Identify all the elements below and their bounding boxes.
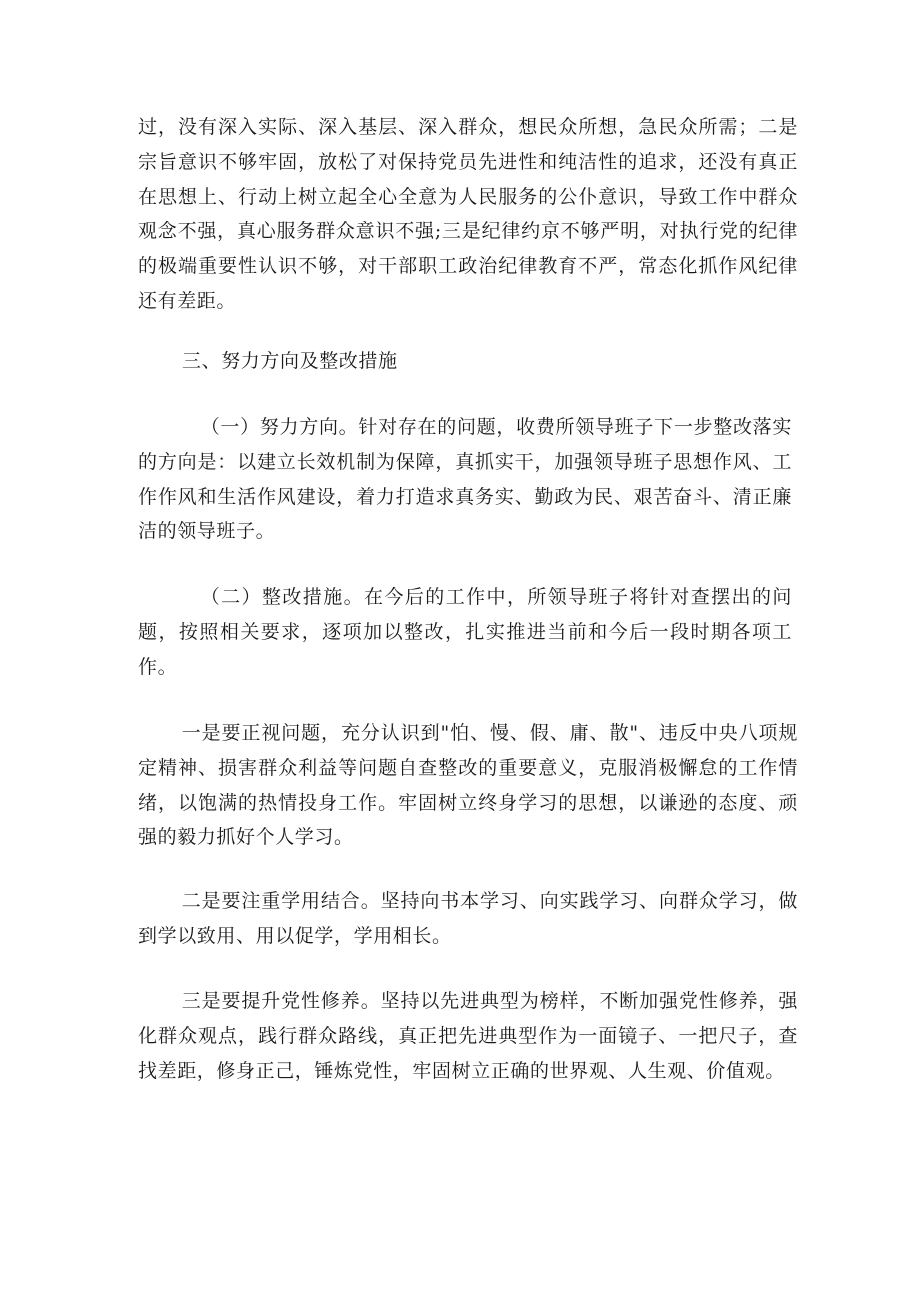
section-heading: 三、努力方向及整改措施 (182, 350, 398, 372)
paragraph-point-three: 三是要提升党性修养。坚持以先进典型为榜样，不断加强党性修养，强化群众观点，践行群众路线，真正把先进典型作为一面镜子、一把尺子，查找差距，修身正己，锤炼党性，牢固树立正确的世界观、人生观、价值观。 (138, 990, 798, 1082)
paragraph-point-one: 一是要正视问题，充分认识到"怕、慢、假、庸、散"、违反中央八项规定精神、损害群众利益等问题自查整改的重要意义，克服消极懈怠的工作情绪，以饱满的热情投身工作。牢固树立终身学习的思想，以谦逊的态度、顽强的毅力抓好个人学习。 (138, 722, 798, 849)
paragraph-continuation: 过，没有深入实际、深入基层、深入群众，想民众所想，急民众所需；二是宗旨意识不够牢固，放松了对保持党员先进性和纯洁性的追求，还没有真正在思想上、行动上树立起全心全意为人民服务的公仆意识，导致工作中群众观念不强，真心服务群众意识不强;三是纪律约京不够严明，对执行党的纪律的极端重要性认识不够，对干部职工政治纪律教育不严，常态化抓作风纪律还有差距。 (138, 116, 798, 312)
paragraph-direction: （一）努力方向。针对存在的问题，收费所领导班子下一步整改落实的方向是：以建立长效机制为保障，真抓实干，加强领导班子思想作风、工作作风和生活作风建设，着力打造求真务实、勤政为民、艰苦奋斗、清正廉洁的领导班子。 (138, 416, 792, 543)
paragraph-measures: （二）整改措施。在今后的工作中，所领导班子将针对查摆出的问题，按照相关要求，逐项加以整改，扎实推进当前和今后一段时期各项工作。 (138, 586, 792, 678)
paragraph-point-two: 二是要注重学用结合。坚持向书本学习、向实践学习、向群众学习，做到学以致用、用以促学，学用相长。 (138, 890, 798, 947)
